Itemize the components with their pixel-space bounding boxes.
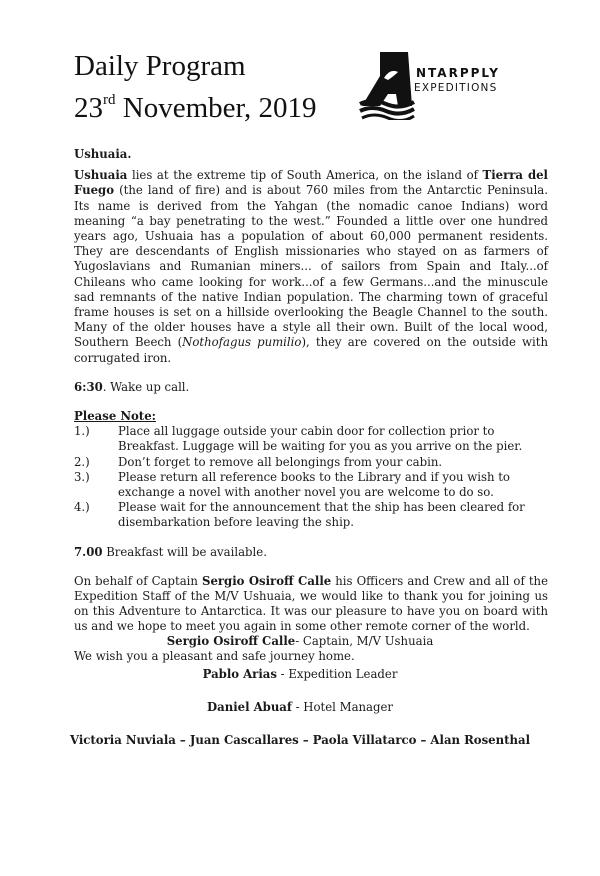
signature-captain: Sergio Osiroff Calle- Captain, M/V Ushuaia [166,634,434,648]
location-heading: Ushuaia. [74,147,132,161]
note-item: 2.) Don’t forget to remove all belongings from your cabin. [74,454,443,469]
note-item: 1.) Place all luggage outside your cabin door for collection prior to Breakfast. Luggage will be waiting for you as you arrive on the pier. [74,424,523,454]
logo-subtitle: EXPEDITIONS [414,82,498,94]
page-title: Daily Program [74,50,246,82]
note-item: 4.) Please wait for the announcement that the ship has been cleared for disembarkation before leaving the ship. [74,500,525,530]
company-logo [358,46,518,120]
thanks-paragraph: On behalf of Captain Sergio Osiroff Calle his Officers and Crew and all of the Expedition Staff of the M/V Ushuaia, we would like to thank you for joining us on this Adventure to Antarctica. It was our pleasure to have you on board with us and we hope to meet you again in some other remote corner of the world. [74,573,548,634]
page-date: 23rd November, 2019 [74,92,317,124]
document-body [74,147,548,664]
logo-name: NTARPPLY [416,66,500,80]
staff-names: Victoria Nuviala – Juan Cascallares – Paola Villatarco – Alan Rosenthal [69,733,531,747]
schedule-item-breakfast: 7.00 Breakfast will be available. [74,544,267,559]
farewell-line: We wish you a pleasant and safe journey home. [74,648,355,663]
notes-list [74,424,548,530]
signature-expedition-leader: Pablo Arias - Expedition Leader [202,667,398,681]
schedule-item-wakeup: 6:30. Wake up call. [74,379,190,394]
note-item: 3.) Please return all reference books to the Library and if you wish to exchange a novel with another novel you are welcome to do so. [74,469,510,500]
notes-heading: Please Note: [74,409,156,424]
intro-paragraph: Ushuaia lies at the extreme tip of South America, on the island of Tierra del Fuego (the land of fire) and is about 760 miles from the Antarctic Peninsula. Its name is derived from the Yahgan (the nomadic canoe Indians) word meaning “a bay penetrating to the west.” Founded a little over one hundred years ago, Ushuaia has a population of about 60,000 permanent residents. They are descendants of English missionaries who stayed on as farmers of Yugoslavians and Rumanian miners... of sailors from Spain and Italy...of Chileans who came looking for work...of a few Germans...and the minuscule sad remnants of the native Indian population. The charming town of graceful frame houses is set on a hillside overlooking the Beagle Channel to the south. Many of the older houses have a style all their own. Built of the local wood, Southern Beech (Nothofagus pumilio), they are covered on the outside with corrugated iron. [74,168,549,365]
signature-hotel-manager: Daniel Abuaf - Hotel Manager [206,700,394,714]
antarctic-wave-a-logo-icon [358,46,420,120]
